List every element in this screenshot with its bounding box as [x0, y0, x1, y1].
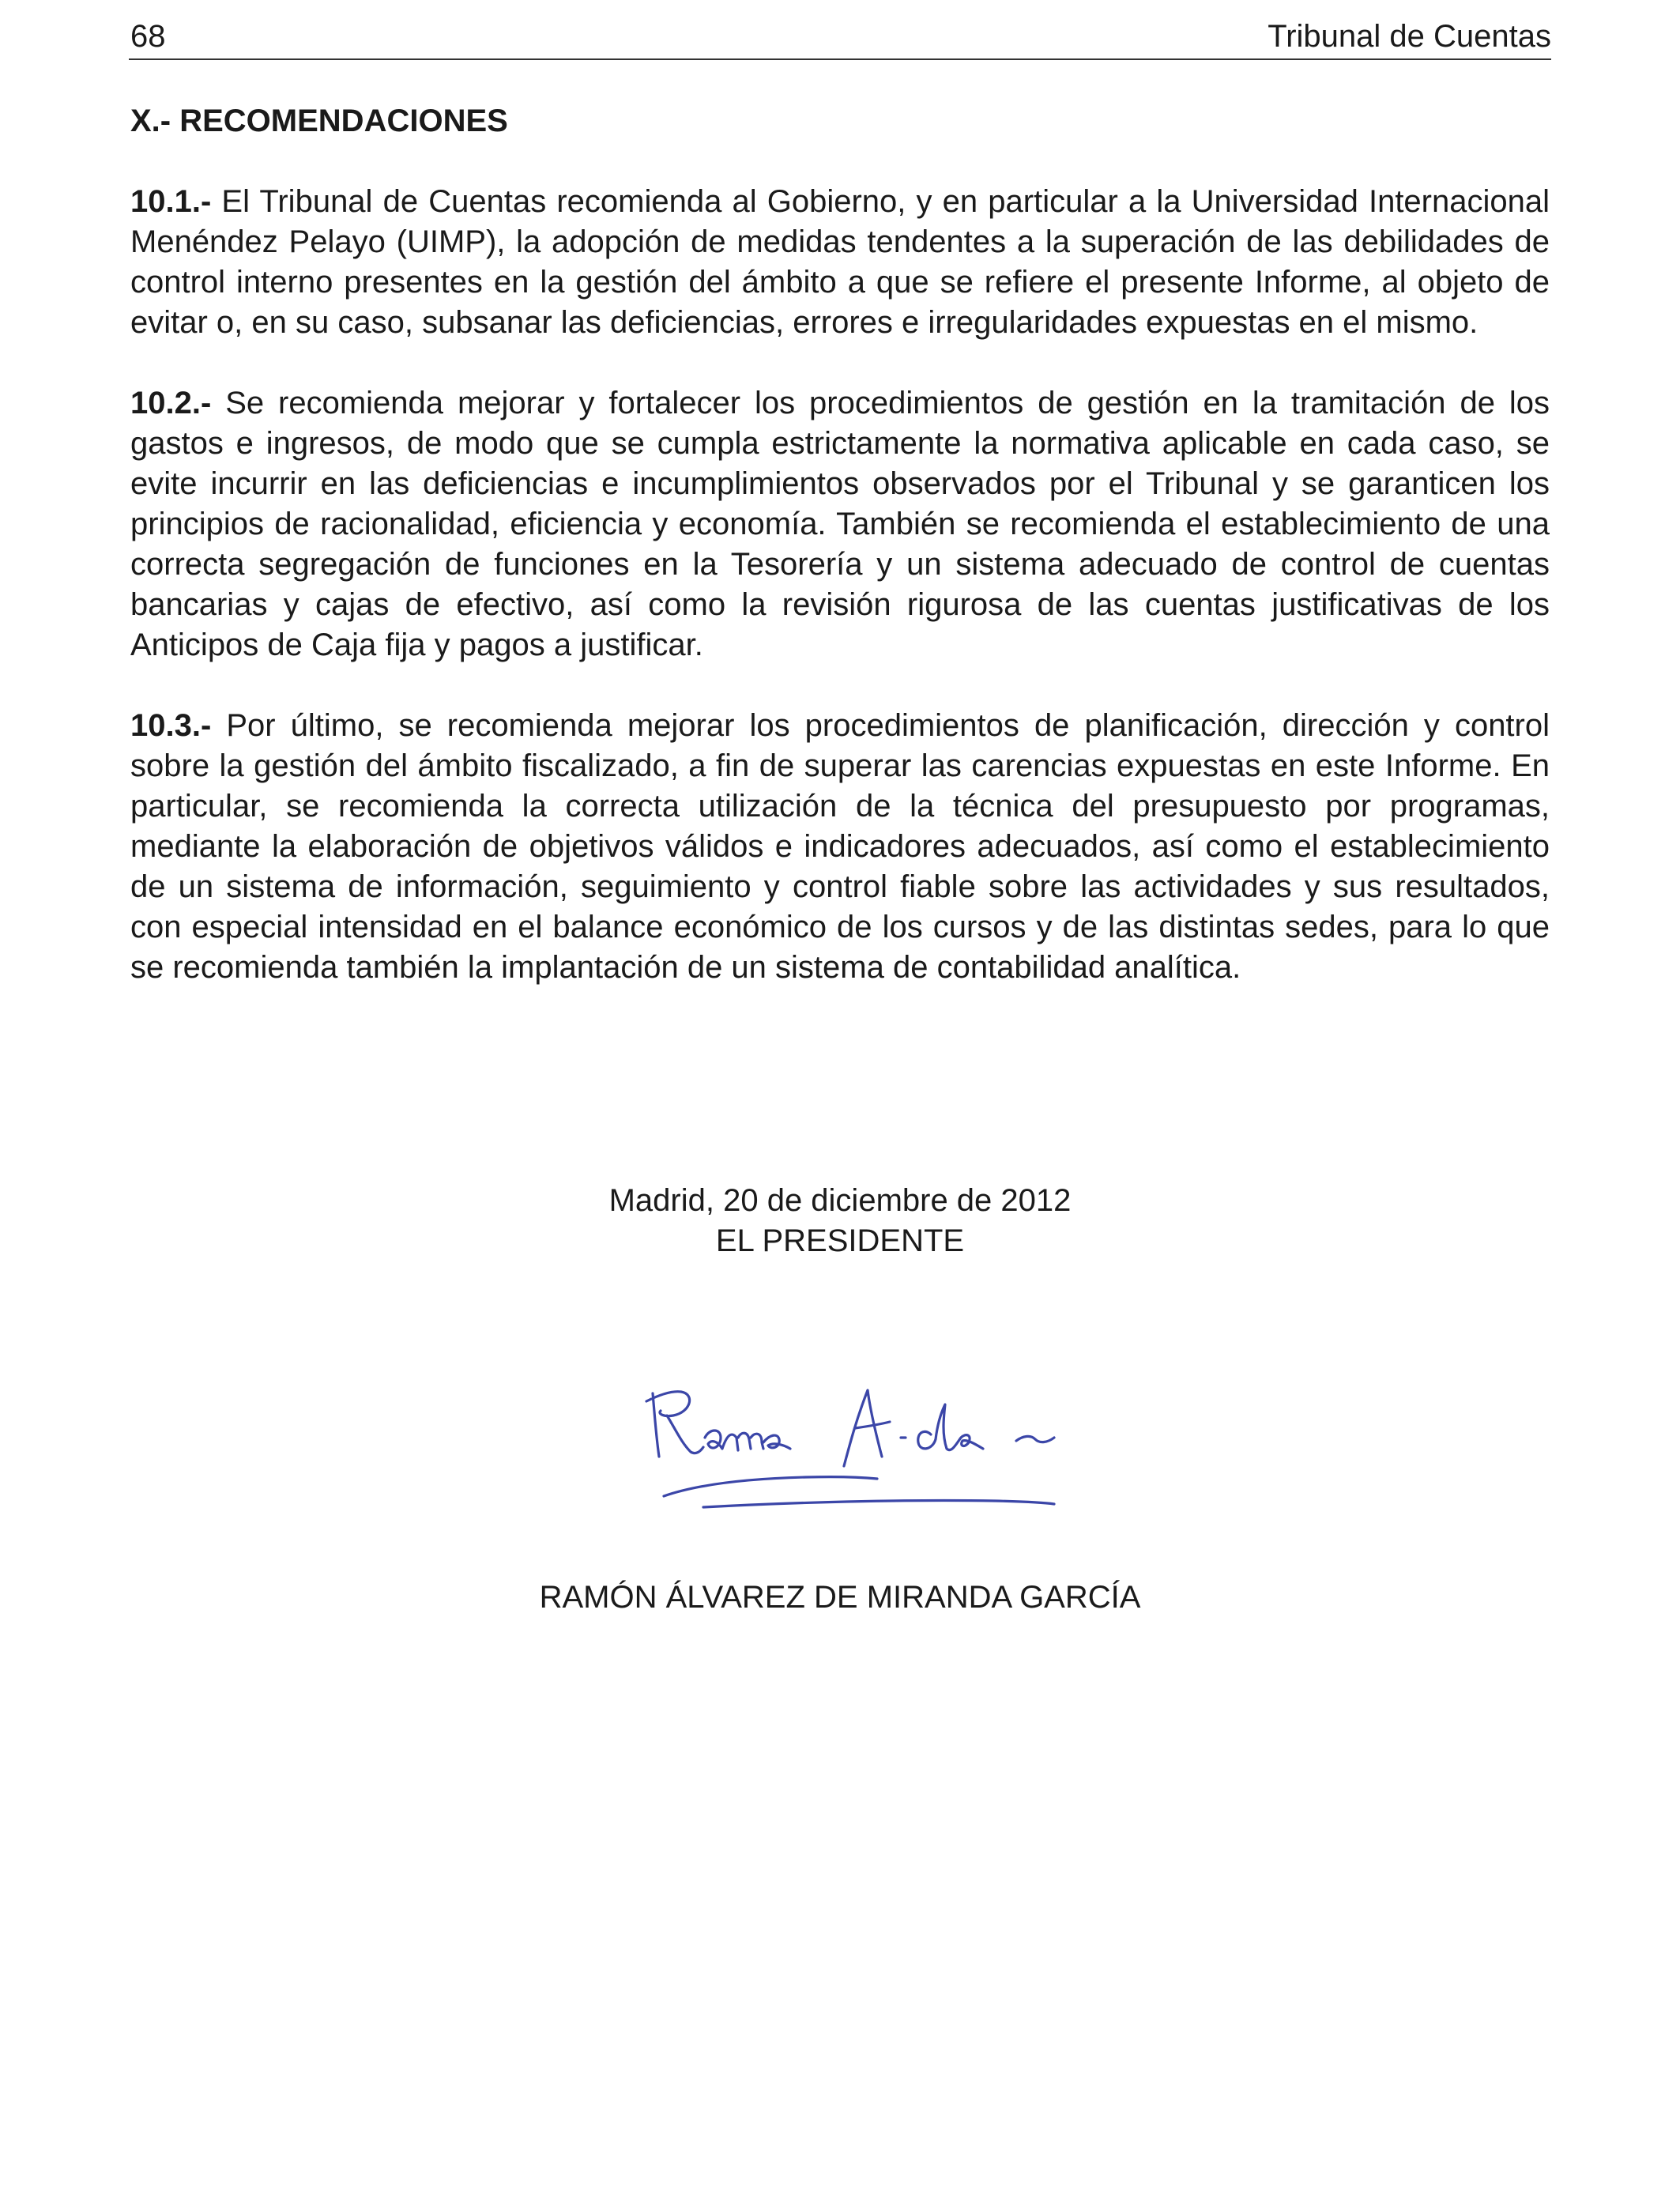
signature-stroke [1016, 1436, 1054, 1442]
running-title: Tribunal de Cuentas [1268, 19, 1551, 54]
signature-stroke [703, 1500, 1054, 1507]
paragraph-number: 10.3.- [130, 708, 212, 743]
signature-stroke [705, 1431, 790, 1450]
signer-role: EL PRESIDENTE [715, 1223, 965, 1258]
recommendation-paragraph-10-2 [130, 383, 1550, 665]
place-date: Madrid, 20 de diciembre de 2012 [608, 1183, 1072, 1218]
signature-image [632, 1355, 1090, 1521]
paragraph-text: Por último, se recomienda mejorar los procedimientos de planificación, dirección y control sobre la gestión del ámbito fiscalizado, a fin de superar las carencias expuestas en este Informe. En particular, se recomienda la correcta utilización de la técnica del presupuesto por programas, mediante la elaboración de objetivos válidos e indicadores adecuados, así como el establecimiento de un sistema de información, seguimiento y control fiable sobre las actividades y sus resultados, con especial intensidad en el balance económico de los cursos y de las distintas sedes, para lo que se recomienda también la implantación de un sistema de contabilidad analítica. [130, 708, 1550, 985]
paragraph-text: El Tribunal de Cuentas recomienda al Gobierno, y en particular a la Universidad Internacional Menéndez Pelayo (UIMP), la adopción de medidas tendentes a la superación de las debilidades de control interno presentes en la gestión del ámbito a que se refiere el presente Informe, al objeto de evitar o, en su caso, subsanar las deficiencias, errores e irregularidades expuestas en el mismo. [130, 184, 1550, 340]
signature-stroke [918, 1404, 983, 1450]
signature-stroke [646, 1392, 703, 1457]
page-header [129, 19, 1551, 60]
section-heading: X.- RECOMENDACIONES [130, 104, 508, 138]
signature-stroke [664, 1477, 877, 1496]
recommendation-paragraph-10-1 [130, 182, 1550, 343]
signature-stroke [844, 1390, 890, 1466]
closing-block [0, 1181, 1680, 1261]
paragraph-number: 10.2.- [130, 386, 212, 420]
paragraph-text: Se recomienda mejorar y fortalecer los procedimientos de gestión en la tramitación de los gastos e ingresos, de modo que se cumpla estrictamente la normativa aplicable en cada caso, se evite incurrir en las deficiencias e incumplimientos observados por el Tribunal y se garanticen los principios de racionalidad, eficiencia y economía. También se recomienda el establecimiento de una correcta segregación de funciones en la Tesorería y un sistema adecuado de control de cuentas bancarias y cajas de efectivo, así como la revisión rigurosa de las cuentas justificativas de los Anticipos de Caja fija y pagos a justificar. [130, 386, 1550, 662]
paragraph-number: 10.1.- [130, 184, 212, 219]
document-body [130, 101, 1550, 1028]
signature-strokes [646, 1390, 1054, 1507]
page-number: 68 [130, 19, 166, 54]
signer-name: RAMÓN ÁLVAREZ DE MIRANDA GARCÍA [539, 1580, 1141, 1615]
recommendation-paragraph-10-3 [130, 706, 1550, 988]
